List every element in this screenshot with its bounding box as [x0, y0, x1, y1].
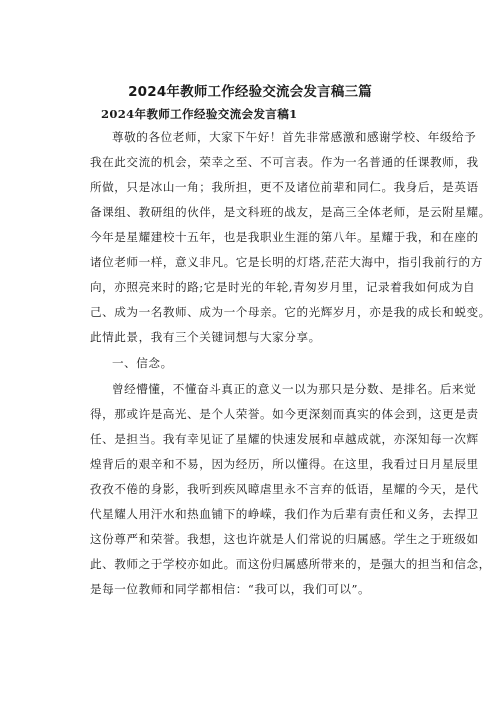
paragraph-line: 今年是星耀建校十五年，也是我职业生涯的第八年。星耀于我，和在座的 — [90, 230, 479, 244]
paragraph-line: 尊敬的各位老师，大家下午好！首先非常感激和感谢学校、年级给予 — [112, 130, 477, 144]
paragraph-line: 代星耀人用汗水和热血铺下的峥嵘，我们作为后辈有责任和义务，去捍卫 — [90, 507, 479, 521]
paragraph-line: 这份尊严和荣誉。我想，这也许就是人们常说的归属感。学生之于班级如 — [90, 532, 479, 546]
paragraph-line: 得，那或许是高光、是个人荣誉。如今更深刻而真实的体会到，这更是责 — [90, 407, 479, 421]
paragraph-line: 此情此景，我有三个关键词想与大家分享。 — [90, 330, 321, 344]
paragraph-line: 我在此交流的机会，荣幸之至、不可言表。作为一名普通的任课教师，我 — [90, 155, 479, 169]
section-heading: 2024年教师工作经验交流会发言稿1 — [101, 107, 298, 121]
paragraph-line: 煌背后的艰辛和不易，因为经历，所以懂得。在这里，我看过日月星辰里 — [90, 457, 479, 471]
paragraph-line: 向，亦照亮来时的路;它是时光的年轮,青匆岁月里，记录着我如何成为自 — [90, 280, 476, 294]
paragraph-line: 备课组、教研组的伙伴，是文科班的战友，是高三全体老师，是云附星耀。 — [90, 205, 491, 219]
document-title: 2024年教师工作经验交流会发言稿三篇 — [128, 84, 372, 100]
paragraph-line: 曾经懵懂，不懂奋斗真正的意义一以为那只是分数、是排名。后来觉 — [112, 382, 477, 396]
paragraph-line: 诸位老师一样，意义非凡。它是长明的灯塔,茫茫大海中，指引我前行的方 — [90, 255, 483, 269]
paragraph-line: 所做，只是冰山一角；我所担，更不及诸位前辈和同仁。我身后，是英语 — [90, 180, 479, 194]
section-label: 一、信念。 — [112, 356, 173, 370]
paragraph-line: 此、教师之于学校亦如此。而这份归属感所带来的，是强大的担当和信念， — [90, 557, 491, 571]
paragraph-line: 任、是担当。我有幸见证了星耀的快速发展和卓越成就，亦深知每一次辉 — [90, 432, 479, 446]
paragraph-line: 孜孜不倦的身影，我听到疾风暲虐里永不言弃的低语，星耀的今天，是代 — [90, 482, 479, 496]
paragraph-line: 是每一位教师和同学都相信：“我可以，我们可以”。 — [90, 582, 371, 596]
paragraph-line: 己、成为一名教师、成为一个母亲。它的光辉岁月，亦是我的成长和蜕变。 — [90, 305, 491, 319]
